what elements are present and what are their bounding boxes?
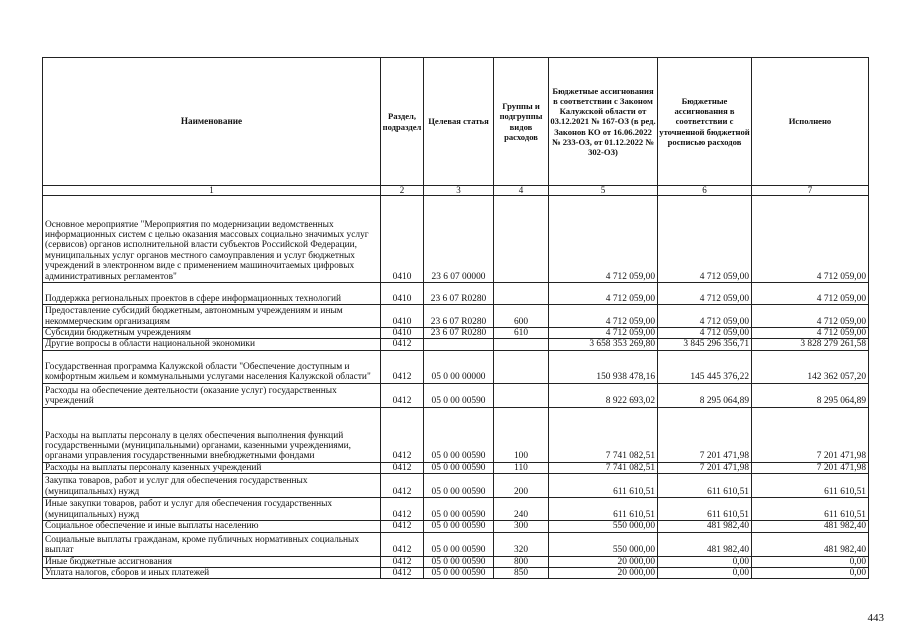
row-section: 0410 [381,283,424,305]
row-executed-amount: 4 712 059,00 [752,196,869,283]
row-executed-amount: 481 982,40 [752,532,869,556]
row-law-amount: 550 000,00 [549,521,658,532]
column-number-row [43,186,869,196]
budget-table [42,57,869,579]
row-executed-amount: 142 362 057,20 [752,350,869,383]
column-number: 1 [43,186,381,196]
row-law-amount: 611 610,51 [549,474,658,498]
row-section: 0410 [381,305,424,328]
row-refined-amount: 4 712 059,00 [658,283,752,305]
row-section: 0412 [381,474,424,498]
row-name: Расходы на выплаты персоналу казенных учреждений [43,462,381,473]
row-law-amount: 150 938 478,16 [549,350,658,383]
row-target: 05 0 00 00590 [424,498,494,521]
header-executed: Исполнено [752,58,869,186]
row-name: Расходы на выплаты персоналу в целях обеспечения выполнения функций государственными (муниципальными) органами, казенными учреждениями, органами управления государственными внебюджетными фондами [43,407,381,462]
row-executed-amount: 3 828 279 261,58 [752,339,869,350]
table-row [43,305,869,328]
row-target: 05 0 00 00590 [424,556,494,567]
row-section: 0412 [381,407,424,462]
row-law-amount: 611 610,51 [549,498,658,521]
header-refined: Бюджетные ассигнования в соответствии с уточненной бюджетной росписью расходов [658,58,752,186]
row-group [494,383,549,407]
header-row [43,58,869,186]
row-refined-amount: 145 445 376,22 [658,350,752,383]
row-law-amount: 4 712 059,00 [549,283,658,305]
row-refined-amount: 0,00 [658,568,752,579]
row-group: 100 [494,407,549,462]
row-target: 05 0 00 00590 [424,532,494,556]
row-law-amount: 3 658 353 269,80 [549,339,658,350]
row-law-amount: 4 712 059,00 [549,196,658,283]
row-executed-amount: 4 712 059,00 [752,328,869,339]
row-target: 05 0 00 00590 [424,474,494,498]
table-row [43,383,869,407]
row-name: Уплата налогов, сборов и иных платежей [43,568,381,579]
row-group: 110 [494,462,549,473]
row-group: 800 [494,556,549,567]
row-law-amount: 8 922 693,02 [549,383,658,407]
row-section: 0412 [381,521,424,532]
row-section: 0412 [381,532,424,556]
row-target: 23 6 07 R0280 [424,283,494,305]
header-groups: Группы и подгруппы видов расходов [494,58,549,186]
row-group [494,339,549,350]
row-group [494,350,549,383]
row-name: Поддержка региональных проектов в сфере информационных технологий [43,283,381,305]
header-section: Раздел, подраздел [381,58,424,186]
table-row [43,328,869,339]
row-refined-amount: 4 712 059,00 [658,305,752,328]
row-executed-amount: 481 982,40 [752,521,869,532]
row-group: 600 [494,305,549,328]
row-target [424,339,494,350]
row-section: 0412 [381,462,424,473]
row-name: Другие вопросы в области национальной экономики [43,339,381,350]
row-target: 05 0 00 00590 [424,407,494,462]
row-law-amount: 7 741 082,51 [549,407,658,462]
row-executed-amount: 611 610,51 [752,498,869,521]
row-executed-amount: 0,00 [752,568,869,579]
row-law-amount: 4 712 059,00 [549,305,658,328]
row-name: Государственная программа Калужской области "Обеспечение доступным и комфортным жильем и коммунальными услугами населения Калужской области" [43,350,381,383]
page-number: 443 [867,612,884,624]
row-refined-amount: 611 610,51 [658,498,752,521]
row-section: 0412 [381,568,424,579]
header-law: Бюджетные ассигнования в соответствии с Законом Калужской области от 03.12.2021 № 167-ОЗ (в ред. Законов КО от 16.06.2022 № 233-ОЗ, от 01.12.2022 № 302-ОЗ) [549,58,658,186]
row-group: 320 [494,532,549,556]
row-target: 23 6 07 R0280 [424,305,494,328]
table-row [43,407,869,462]
row-group: 240 [494,498,549,521]
row-name: Социальное обеспечение и иные выплаты населению [43,521,381,532]
row-name: Расходы на обеспечение деятельности (оказание услуг) государственных учреждений [43,383,381,407]
row-refined-amount: 7 201 471,98 [658,407,752,462]
row-group: 200 [494,474,549,498]
row-target: 05 0 00 00590 [424,383,494,407]
row-name: Основное мероприятие "Мероприятия по модернизации ведомственных информационных систем с целью оказания массовых социально значимых услуг (сервисов) органов исполнительной власти субъектов Российской Федерации, муниципальных услуг органов местного самоуправления и услуг бюджетных учреждений в электронном виде с применением машиночитаемых цифровых административных регламентов" [43,196,381,283]
row-name: Закупка товаров, работ и услуг для обеспечения государственных (муниципальных) нужд [43,474,381,498]
column-number: 7 [752,186,869,196]
row-target: 05 0 00 00590 [424,462,494,473]
header-name: Наименование [43,58,381,186]
table-row [43,196,869,283]
row-law-amount: 7 741 082,51 [549,462,658,473]
row-group: 610 [494,328,549,339]
row-executed-amount: 7 201 471,98 [752,462,869,473]
row-group [494,283,549,305]
row-law-amount: 20 000,00 [549,568,658,579]
row-section: 0412 [381,498,424,521]
row-target: 23 6 07 R0280 [424,328,494,339]
row-name: Субсидии бюджетным учреждениям [43,328,381,339]
header-target: Целевая статья [424,58,494,186]
table-row [43,462,869,473]
row-refined-amount: 8 295 064,89 [658,383,752,407]
row-refined-amount: 0,00 [658,556,752,567]
column-number: 2 [381,186,424,196]
row-section: 0412 [381,350,424,383]
table-row [43,521,869,532]
row-refined-amount: 611 610,51 [658,474,752,498]
row-name: Предоставление субсидий бюджетным, автономным учреждениям и иным некоммерческим организациям [43,305,381,328]
row-executed-amount: 4 712 059,00 [752,305,869,328]
table-row [43,532,869,556]
row-section: 0410 [381,328,424,339]
row-executed-amount: 8 295 064,89 [752,383,869,407]
row-executed-amount: 7 201 471,98 [752,407,869,462]
table-row [43,350,869,383]
row-section: 0410 [381,196,424,283]
row-group: 300 [494,521,549,532]
row-target: 05 0 00 00590 [424,568,494,579]
table-row [43,556,869,567]
row-group [494,196,549,283]
row-refined-amount: 3 845 296 356,71 [658,339,752,350]
row-section: 0412 [381,339,424,350]
row-law-amount: 4 712 059,00 [549,328,658,339]
row-law-amount: 550 000,00 [549,532,658,556]
table-row [43,474,869,498]
row-name: Иные бюджетные ассигнования [43,556,381,567]
column-number: 4 [494,186,549,196]
column-number: 5 [549,186,658,196]
row-refined-amount: 481 982,40 [658,521,752,532]
row-target: 23 6 07 00000 [424,196,494,283]
row-executed-amount: 0,00 [752,556,869,567]
table-body [43,196,869,579]
row-executed-amount: 4 712 059,00 [752,283,869,305]
row-refined-amount: 7 201 471,98 [658,462,752,473]
column-number: 3 [424,186,494,196]
column-number: 6 [658,186,752,196]
table-row [43,568,869,579]
row-refined-amount: 4 712 059,00 [658,328,752,339]
row-target: 05 0 00 00000 [424,350,494,383]
row-group: 850 [494,568,549,579]
row-section: 0412 [381,556,424,567]
row-section: 0412 [381,383,424,407]
table-row [43,339,869,350]
row-name: Иные закупки товаров, работ и услуг для обеспечения государственных (муниципальных) нужд [43,498,381,521]
row-executed-amount: 611 610,51 [752,474,869,498]
row-target: 05 0 00 00590 [424,521,494,532]
row-refined-amount: 4 712 059,00 [658,196,752,283]
table-row [43,498,869,521]
row-law-amount: 20 000,00 [549,556,658,567]
row-refined-amount: 481 982,40 [658,532,752,556]
row-name: Социальные выплаты гражданам, кроме публичных нормативных социальных выплат [43,532,381,556]
table-row [43,283,869,305]
